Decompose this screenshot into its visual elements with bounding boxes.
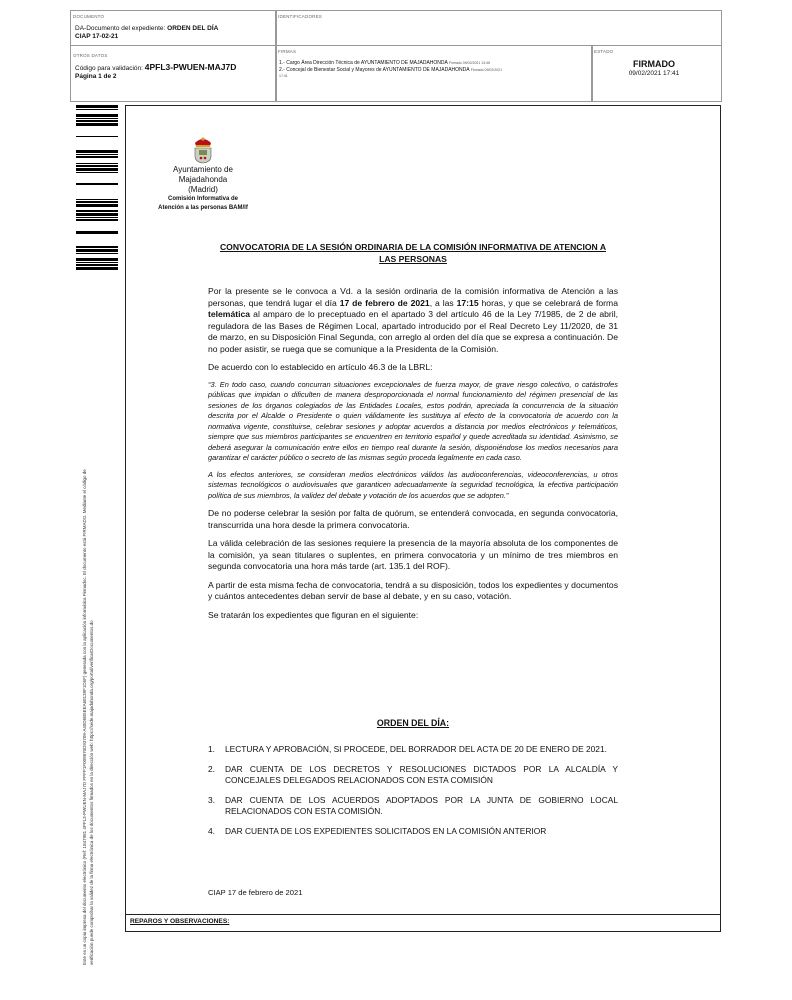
orden-item-text: DAR CUENTA DE LOS ACUERDOS ADOPTADOS POR LA JUNTA DE GOBIERNO LOCAL RELACIONADOS CON ESTA COMISIÓN. <box>225 794 618 816</box>
paragraph-quorum: De no poderse celebrar la sesión por falta de quórum, se entenderá convocada, en segunda convocatoria, transcurrida una hora desde la primera convocatoria. <box>208 508 618 530</box>
validation-code-value: 4PFL3-PWUEN-MAJ7D <box>144 62 237 72</box>
validation-code-label: Código para validación: <box>75 65 143 72</box>
otros-datos-label: OTROS DATOS <box>73 53 108 58</box>
firma-2-date: Firmado 09/02/2021 <box>470 68 503 72</box>
header-firmas-cell <box>275 45 593 102</box>
firmas-label: FIRMAS <box>278 49 297 54</box>
orden-item-number: 1. <box>208 744 215 754</box>
firma-2-time: 17:41 <box>279 74 288 78</box>
header-otros-datos-cell <box>70 45 277 102</box>
title-line-1: CONVOCATORIA DE LA SESIÓN ORDINARIA DE LA COMISIÓN INFORMATIVA DE ATENCION A <box>219 242 607 252</box>
side-verification-text-1: Este es un copia impresa del documento electrónico (Ref: 1847981 4PFL3-PWUEN-MAJ7D FPFP1F009870D93709-A40D6B5EEA68139F1D5F) generada con la aplicación informática Firmadoc. El documento está FIRMADO. Mediante el código de <box>82 469 87 965</box>
orden-item <box>208 795 618 818</box>
estado-date: 09/02/2021 17:41 <box>628 70 680 77</box>
orden-item-text: DAR CUENTA DE LOS EXPEDIENTES SOLICITADOS EN LA COMISIÓN ANTERIOR <box>225 825 547 836</box>
document-body <box>208 286 618 621</box>
ciap-code: CIAP 17-02-21 <box>75 33 119 40</box>
firma-1 <box>279 60 490 67</box>
header-identificadores-cell <box>275 10 722 46</box>
letterhead-line-2: Majadahonda <box>178 175 228 184</box>
orden-item-text: DAR CUENTA DE LOS DECRETOS Y RESOLUCIONES DICTADOS POR LA ALCALDÍA Y CONCEJALES DELEGADOS RELACIONADOS CON ESTA COMISIÓN <box>225 763 618 785</box>
identificadores-label: IDENTIFICADORES <box>278 14 323 19</box>
orden-item <box>208 744 618 756</box>
firma-2-text: 2.- Concejal de Bienestar Social y Mayores de AYUNTAMIENTO DE MAJADAHONDA <box>279 67 470 73</box>
orden-item-number: 4. <box>208 825 215 836</box>
paragraph-expedientes: Se tratarán los expedientes que figuran en el siguiente: <box>208 609 419 620</box>
documento-type: ORDEN DEL DÍA <box>167 25 219 32</box>
footer-ciap: CIAP 17 de febrero de 2021 <box>208 888 303 897</box>
estado-label: ESTADO <box>594 49 614 54</box>
orden-item-text: LECTURA Y APROBACIÓN, SI PROCEDE, DEL BORRADOR DEL ACTA DE 20 DE ENERO DE 2021. <box>225 744 607 754</box>
p1-text-d: al amparo de lo preceptuado en el apartado 3 del artículo 46 de la Ley 7/1985, de 2 de abril, reguladora de las Bases de Régimen Local, apartado introducido por el Real Decreto Ley 11/2020, de 31 de marzo, en su Disposición Final Segunda, con arreglo al orden del día que se expresa a continuación. De no poder asistir, se ruega que se comunique a la Presidenta de la Comisión. <box>208 309 618 354</box>
paragraph-convocatoria <box>208 286 618 355</box>
letterhead <box>148 165 258 212</box>
side-verification-text-2: verificación puede comprobar la validez de la firma electrónica de los documentos firmados en la dirección web: https://sede.majadahonda.org/portal/verificarDocumentos.do <box>89 620 94 965</box>
paragraph-celebracion: La válida celebración de las sesiones requiere la presencia de la mayoría absoluta de los componentes de la comisión, ya sean titulares o suplentes, en primera convocatoria y un mínimo de tres miembros en segunda convocatoria una hora más tarde (art. 135.1 del ROF). <box>208 538 618 571</box>
paragraph-lbrl: De acuerdo con lo establecido en artículo 46.3 de la LBRL: <box>208 362 433 372</box>
letterhead-line-5: Atención a las personas BAM/lf <box>158 204 248 211</box>
letterhead-line-1: Ayuntamiento de <box>173 165 233 174</box>
barcode-icon <box>76 105 118 275</box>
coat-of-arms-icon <box>190 136 216 164</box>
header-estado-cell <box>591 45 722 102</box>
validation-code <box>75 63 236 73</box>
p1-text-c: horas, y que se celebrará de forma <box>478 297 618 308</box>
orden-item <box>208 826 618 838</box>
session-date: 17 de febrero de 2021 <box>339 297 430 308</box>
estado-value: FIRMADO <box>633 59 675 69</box>
title-line-2: LAS PERSONAS <box>379 254 447 264</box>
header-documento-cell <box>70 10 277 46</box>
page-number: Página 1 de 2 <box>75 73 117 80</box>
firma-1-text: 1.- Cargo Área Dirección Técnica de AYUNTAMIENTO DE MAJADAHONDA <box>279 60 448 66</box>
session-mode: telemática <box>208 309 251 319</box>
orden-item <box>208 764 618 787</box>
documento-label: DOCUMENTO <box>73 14 105 19</box>
reparos-divider <box>125 914 721 915</box>
paragraph-disposicion: A partir de esta misma fecha de convocatoria, tendrá a su disposición, todos los expedientes y documentos y cuántos antecedentes deban servir de base al debate, y en su caso, votación. <box>208 579 618 601</box>
p1-text-b: , a las <box>429 297 457 308</box>
quote-paragraph-1: “3. En todo caso, cuando concurran situaciones excepcionales de fuerza mayor, de grave riesgo colectivo, o catástrofes públicas que impidan o dificulten de manera desproporcionada el normal funcionamiento del régimen presencial de las sesiones de los órganos colegiados de las Entidades Locales, estos podrán, apreciada la concurrencia de la situación descrita por el Alcalde o Presidente o quien válidamente les sustituya al efecto de la convocatoria de acuerdo con la normativa vigente, constituirse, celebrar sesiones y adoptar acuerdos a distancia por medios electrónicos y telemáticos, siempre que sus miembros participantes se encuentren en territorio español y quede acreditada su identidad. Asimismo, se deberá asegurar la comunicación entre ellos en tiempo real durante la sesión, disponiéndose los medios necesarios para garantizar el carácter público o secreto de las mismas según proceda legalmente en cada caso. <box>208 379 618 462</box>
orden-item-number: 3. <box>208 794 215 805</box>
p1-text-a: Por la presente se le convoca a Vd. a la sesión ordinaria de la comisión informativa de Atención a las personas, que tendrá lugar el día <box>208 286 618 308</box>
firma-1-date: Firmado 09/02/2021 13:46 <box>448 61 491 65</box>
firma-2 <box>279 67 502 74</box>
reparos-label: REPAROS Y OBSERVACIONES: <box>130 918 230 925</box>
session-time: 17:15 <box>456 297 479 308</box>
orden-item-number: 2. <box>208 763 215 774</box>
document-title <box>208 241 618 265</box>
letterhead-line-4: Comisión Informativa de <box>167 196 238 202</box>
documento-line <box>75 25 218 33</box>
letterhead-line-3: (Madrid) <box>188 185 218 194</box>
orden-heading: ORDEN DEL DÍA: <box>376 718 450 728</box>
quote-paragraph-2: A los efectos anteriores, se consideran medios electrónicos válidos las audioconferencias, videoconferencias, u otros sistemas tecnológicos o audiovisuales que garanticen adecuadamente la seguridad tecnológica, la efectiva participación política de sus miembros, la validez del debate y votación de los acuerdos que se adopten.” <box>208 469 618 500</box>
orden-list <box>208 744 618 845</box>
documento-line-text: DA-Documento del expediente: <box>75 25 166 32</box>
